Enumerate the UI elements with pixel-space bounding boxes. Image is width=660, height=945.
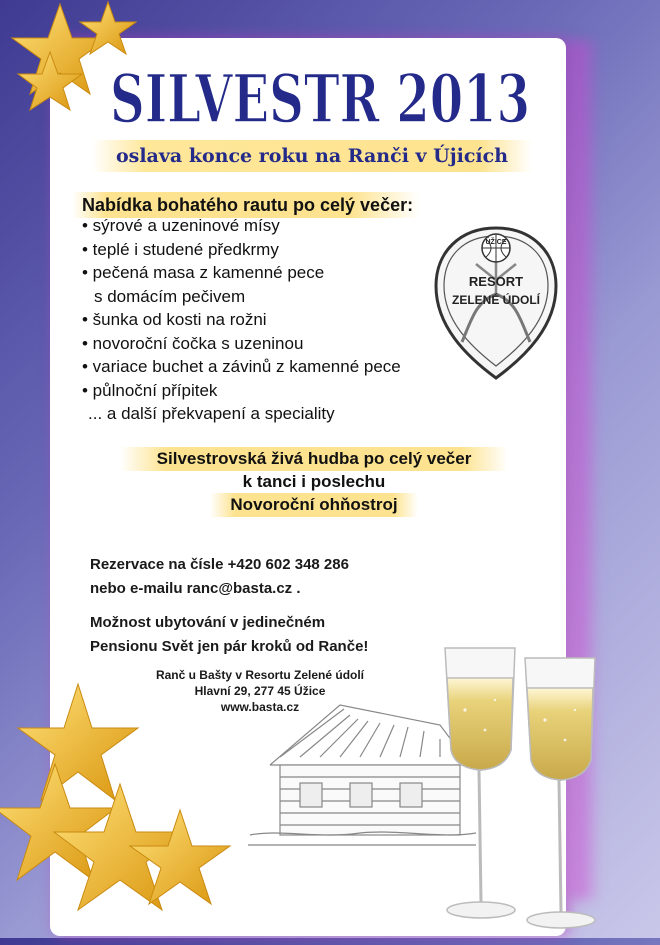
menu-item: • novoroční čočka s uzeninou (82, 333, 304, 353)
menu-list (82, 214, 401, 426)
address-line: Ranč u Bašty v Resortu Zelené údolí (155, 668, 365, 682)
music-line: Silvestrovská živá hudba po celý večer (120, 447, 508, 471)
menu-item: s domácím pečivem (94, 286, 246, 306)
logo-top-text: ÚŽICE (485, 239, 507, 246)
logo-line1-text: RESORT (468, 274, 524, 289)
website-link[interactable]: www.basta.cz (220, 700, 300, 714)
menu-heading: Nabídka bohatého rautu po celý večer: (72, 192, 419, 218)
stars-decoration-bottom (0, 680, 240, 938)
menu-item: • půlnoční přípitek (82, 380, 218, 400)
menu-item: • teplé i studené předkrmy (82, 239, 279, 259)
logo-line2-text: ZELENÉ ÚDOLÍ (451, 293, 541, 307)
menu-item: • sýrové a uzeninové mísy (82, 216, 280, 235)
address-line: Hlavní 29, 277 45 Úžice (194, 684, 326, 698)
reservation-phone: Rezervace na čísle +420 602 348 286 (90, 556, 349, 573)
poster-title (100, 58, 540, 138)
menu-item: • šunka od kosti na rožni (82, 310, 267, 329)
resort-logo (432, 222, 560, 382)
accommodation-line1: Možnost ubytování v jedinečném (90, 614, 326, 631)
champagne-glasses (425, 640, 615, 940)
menu-item: ... a další překvapení a speciality (88, 404, 335, 423)
title-text: SILVESTR 2013 (110, 60, 530, 138)
fireworks-line: Novoroční ohňostroj (210, 493, 418, 517)
title-svg (100, 58, 540, 138)
accommodation-line2: Pensionu Svět jen pár kroků od Ranče! (90, 638, 369, 655)
poster-subtitle: oslava konce roku na Ranči v Újicích (92, 140, 532, 172)
dance-line: k tanci i poslechu (242, 472, 386, 491)
menu-item: • variace buchet a závinů z kamenné pece (82, 357, 401, 376)
reservation-email: nebo e-mailu ranc@basta.cz . (90, 580, 301, 597)
stars-decoration-top (0, 0, 150, 130)
menu-item: • pečená masa z kamenné pece (82, 263, 325, 282)
